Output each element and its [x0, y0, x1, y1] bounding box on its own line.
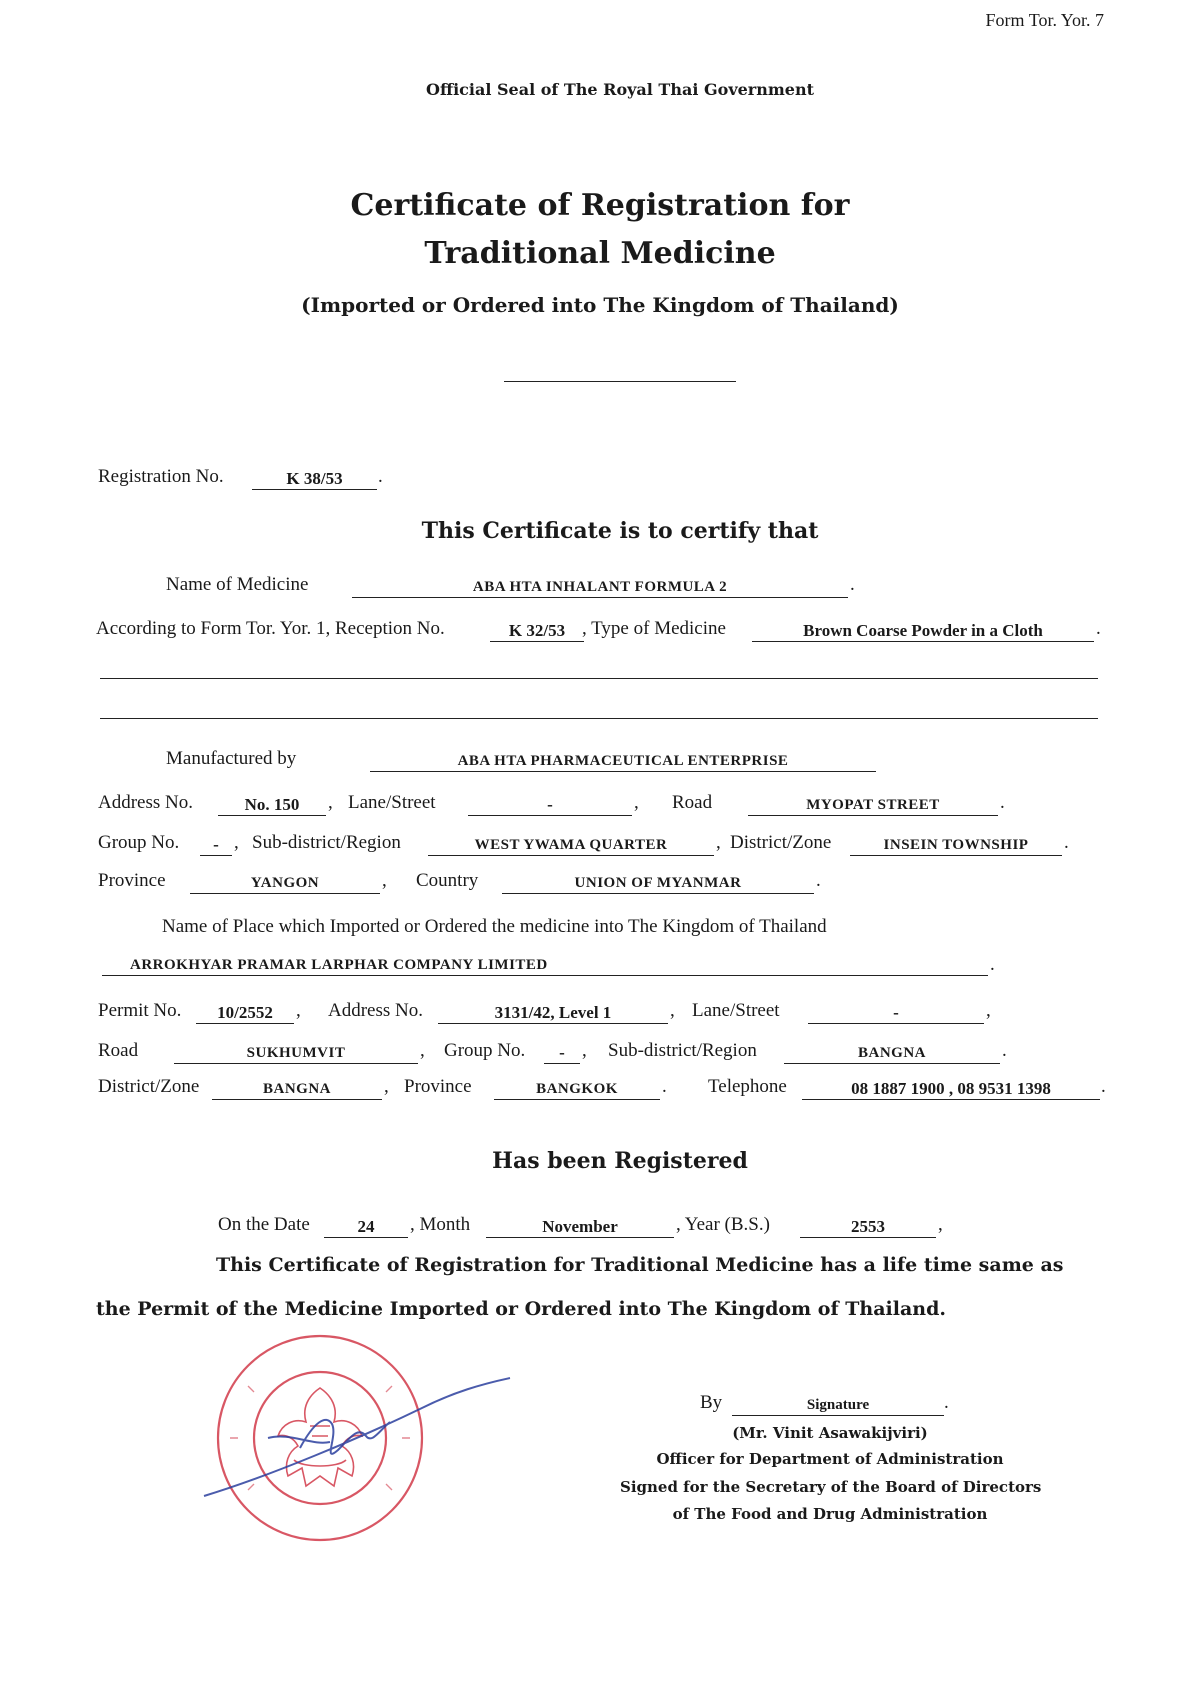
imp-district-label: District/Zone — [98, 1076, 200, 1097]
imp-lane-value: - — [808, 1000, 984, 1024]
importer-heading: Name of Place which Imported or Ordered the medicine into The Kingdom of Thailand — [162, 916, 827, 937]
imp-province-value: BANGKOK — [494, 1076, 660, 1100]
imp-address-value: 3131/42, Level 1 — [438, 1000, 668, 1024]
period: . — [1101, 1076, 1106, 1097]
blank-line — [100, 718, 1098, 719]
mfr-country-value: UNION OF MYANMAR — [502, 870, 814, 894]
period: . — [990, 954, 995, 975]
validity-line2: the Permit of the Medicine Imported or Ordered into The Kingdom of Thailand. — [96, 1298, 946, 1320]
mfr-road-value: MYOPAT STREET — [748, 792, 998, 816]
comma: . — [1064, 832, 1069, 853]
mfr-address-value: No. 150 — [218, 792, 326, 816]
comma: , — [382, 870, 387, 891]
date-value: 24 — [324, 1214, 408, 1238]
validity-line1: This Certificate of Registration for Traditional Medicine has a life time same as — [216, 1254, 1064, 1276]
imp-address-label: Address No. — [328, 1000, 423, 1021]
registration-value: K 38/53 — [252, 466, 377, 490]
title-line2: Traditional Medicine — [424, 236, 776, 271]
mfr-district-value: INSEIN TOWNSHIP — [850, 832, 1062, 856]
mfr-road-label: Road — [672, 792, 713, 813]
comma: , — [670, 1000, 675, 1021]
date-label: On the Date — [218, 1214, 310, 1235]
permit-value: 10/2552 — [196, 1000, 294, 1024]
signer-title-2: Signed for the Secretary of the Board of Directors — [620, 1478, 1042, 1496]
period: . — [378, 466, 383, 487]
imp-road-value: SUKHUMVIT — [174, 1040, 418, 1064]
title-divider — [504, 381, 736, 382]
manufacturer-label: Manufactured by — [166, 748, 297, 769]
imp-road-label: Road — [98, 1040, 139, 1061]
comma: . — [1002, 1040, 1007, 1061]
mfr-subdistrict-value: WEST YWAMA QUARTER — [428, 832, 714, 856]
mfr-address-label: Address No. — [98, 792, 193, 813]
blank-line — [100, 678, 1098, 679]
subtitle: (Imported or Ordered into The Kingdom of Thailand) — [301, 293, 899, 317]
mfr-subdistrict-label: Sub-district/Region — [252, 832, 401, 853]
mfr-group-value: - — [200, 832, 232, 856]
year-value: 2553 — [800, 1214, 936, 1238]
medicine-name-label: Name of Medicine — [166, 574, 309, 595]
comma: . — [944, 1392, 949, 1413]
signer-title-1: Officer for Department of Administration — [656, 1450, 1004, 1468]
mfr-district-label: District/Zone — [730, 832, 832, 853]
comma: , — [384, 1076, 389, 1097]
comma: , — [296, 1000, 301, 1021]
imp-lane-label: Lane/Street — [692, 1000, 780, 1021]
period: . — [1096, 618, 1101, 639]
telephone-label: Telephone — [708, 1076, 787, 1097]
comma: , — [716, 832, 721, 853]
comma: , — [582, 1040, 587, 1061]
registration-label: Registration No. — [98, 466, 224, 487]
title-line1: Certificate of Registration for — [350, 188, 850, 223]
year-label: , Year (B.S.) — [676, 1214, 770, 1235]
imp-group-value: - — [544, 1040, 580, 1064]
signer-title-3: of The Food and Drug Administration — [672, 1505, 988, 1523]
reception-value: K 32/53 — [490, 618, 584, 642]
seal-heading: Official Seal of The Royal Thai Government — [426, 80, 814, 99]
form-id: Form Tor. Yor. 7 — [985, 10, 1104, 30]
comma: . — [1000, 792, 1005, 813]
mfr-lane-label: Lane/Street — [348, 792, 436, 813]
comma: , — [986, 1000, 991, 1021]
type-value: Brown Coarse Powder in a Cloth — [752, 618, 1094, 642]
imp-subdistrict-label: Sub-district/Region — [608, 1040, 757, 1061]
mfr-province-label: Province — [98, 870, 166, 891]
month-label: , Month — [410, 1214, 471, 1235]
comma: , — [634, 792, 639, 813]
imp-group-label: Group No. — [444, 1040, 526, 1061]
mfr-province-value: YANGON — [190, 870, 380, 894]
comma: , — [328, 792, 333, 813]
importer-name: ARROKHYAR PRAMAR LARPHAR COMPANY LIMITED — [102, 954, 988, 976]
period: . — [850, 574, 855, 595]
by-label: By — [700, 1392, 723, 1413]
telephone-value: 08 1887 1900 , 08 9531 1398 — [802, 1076, 1100, 1100]
reception-label: According to Form Tor. Yor. 1, Reception No. — [96, 618, 445, 639]
comma: . — [662, 1076, 667, 1097]
comma: , — [420, 1040, 425, 1061]
certify-heading: This Certificate is to certify that — [421, 518, 819, 544]
imp-subdistrict-value: BANGNA — [784, 1040, 1000, 1064]
comma: , — [938, 1214, 943, 1235]
manufacturer-value: ABA HTA PHARMACEUTICAL ENTERPRISE — [370, 748, 876, 772]
type-label: , Type of Medicine — [582, 618, 726, 639]
permit-label: Permit No. — [98, 1000, 182, 1021]
signer-name: (Mr. Vinit Asawakijviri) — [732, 1424, 928, 1442]
official-stamp-icon — [190, 1326, 550, 1556]
month-value: November — [486, 1214, 674, 1238]
mfr-lane-value: - — [468, 792, 632, 816]
registered-heading: Has been Registered — [492, 1148, 748, 1174]
imp-district-value: BANGNA — [212, 1076, 382, 1100]
period: . — [816, 870, 821, 891]
mfr-country-label: Country — [416, 870, 479, 891]
comma: , — [234, 832, 239, 853]
imp-province-label: Province — [404, 1076, 472, 1097]
medicine-name-value: ABA HTA INHALANT FORMULA 2 — [352, 574, 848, 598]
signature-value: Signature — [732, 1392, 944, 1416]
mfr-group-label: Group No. — [98, 832, 180, 853]
